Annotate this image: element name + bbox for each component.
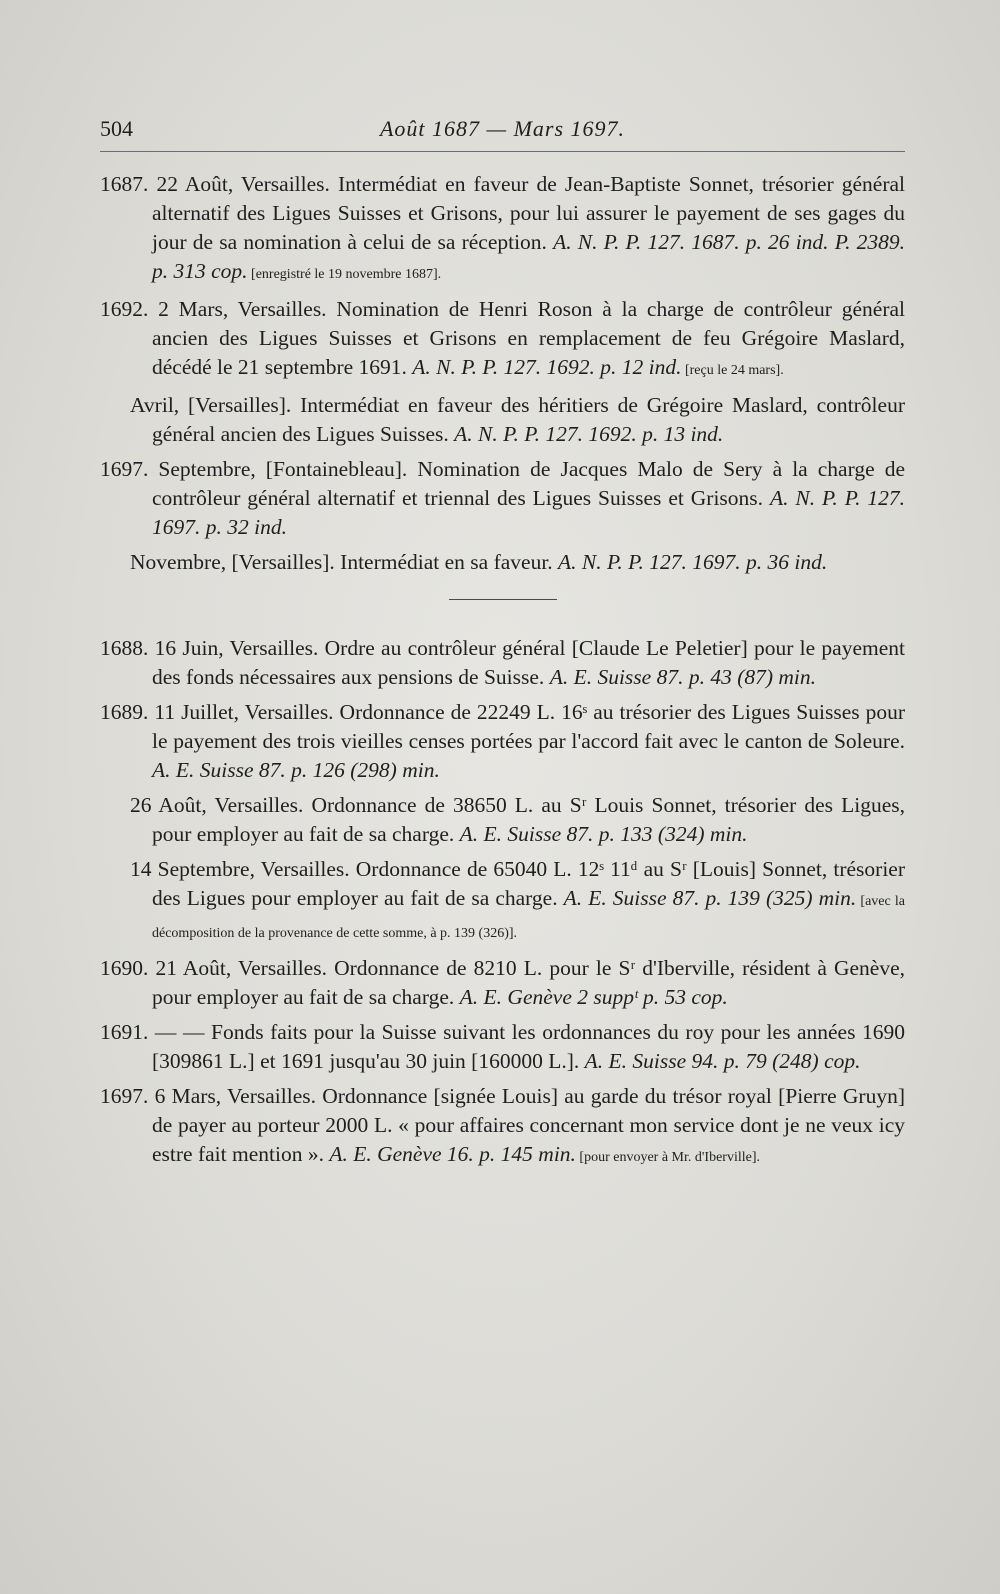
entry-note: [avec la décomposition de la provenance de cette somme, à p. 139 (326)]. bbox=[152, 894, 905, 941]
entry-text: Ordonnance de 22249 L. 16ˢ au trésorier des Ligues Suisses pour le payement des trois vieilles censes portées par l'accord fait avec le canton de Soleure. bbox=[152, 700, 906, 753]
entry-date: 26 Août, Versailles. bbox=[130, 793, 304, 817]
entry-date: 1687. 22 Août, Versailles. bbox=[100, 172, 330, 196]
entry-reference: A. N. P. P. 127. 1687. p. 26 ind. P. 2389. p. 313 cop. bbox=[152, 230, 905, 283]
entry-1689-07-11 bbox=[100, 698, 905, 785]
entry-reference: A. E. Suisse 87. p. 133 (324) min. bbox=[459, 822, 748, 846]
entry-text: Ordonnance de 8210 L. pour le Sʳ d'Iberville, résident à Genève, pour employer au fait de sa charge. bbox=[152, 956, 906, 1009]
entry-date: 14 Septembre, Versailles. bbox=[130, 857, 350, 881]
entry-note: [reçu le 24 mars]. bbox=[681, 363, 784, 378]
entry-text: Nomination de Henri Roson à la charge de contrôleur général ancien des Ligues Suisses et Grisons en remplacement de feu Grégoire Maslard, décédé le 21 septembre 1691. bbox=[152, 297, 905, 379]
entry-reference: A. E. Suisse 94. p. 79 (248) cop. bbox=[584, 1049, 861, 1073]
entry-text: Intermédiat en faveur de Jean-Baptiste Sonnet, trésorier général alternatif des Ligues Suisses et Grisons, pour lui assurer le payement de ses gages du jour de sa nomination à celui de sa réception. bbox=[152, 172, 905, 254]
entry-reference: A. E. Suisse 87. p. 43 (87) min. bbox=[549, 665, 817, 689]
entry-text: Fonds faits pour la Suisse suivant les ordonnances du roy pour les années 1690 [309861 L.] et 1691 jusqu'au 30 juin [160000 L.]. bbox=[152, 1020, 905, 1073]
page-header bbox=[100, 116, 905, 150]
entry-1691 bbox=[100, 1018, 905, 1076]
entry-reference: A. N. P. P. 127. 1692. p. 13 ind. bbox=[454, 422, 724, 446]
entry-reference: A. E. Suisse 87. p. 126 (298) min. bbox=[152, 758, 440, 782]
entry-date: 1689. 11 Juillet, Versailles. bbox=[100, 700, 334, 724]
entry-reference: A. N. P. P. 127. 1697. p. 32 ind. bbox=[152, 486, 906, 539]
entry-1690-08-21 bbox=[100, 954, 905, 1012]
running-title: Août 1687 — Mars 1697. bbox=[379, 116, 626, 141]
entry-date: 1691. — — bbox=[100, 1020, 205, 1044]
entry-1697-03-06 bbox=[100, 1082, 905, 1172]
entry-reference: A. E. Genève 16. p. 145 min. bbox=[329, 1142, 576, 1166]
entry-text: Intermédiat en sa faveur. bbox=[334, 550, 559, 574]
entries bbox=[100, 170, 905, 1178]
entry-1688-06-16 bbox=[100, 634, 905, 692]
entry-1689-08-26 bbox=[100, 791, 905, 849]
entry-1692-03-02 bbox=[100, 295, 905, 385]
page-number: 504 bbox=[100, 116, 133, 141]
entry-date: 1692. 2 Mars, Versailles. bbox=[100, 297, 327, 321]
entry-1697-11 bbox=[100, 548, 905, 577]
entry-text: Ordre au contrôleur général [Claude Le Peletier] pour le payement des fonds nécessaires aux pensions de Suisse. bbox=[152, 636, 905, 689]
entry-note: [pour envoyer à Mr. d'Iberville]. bbox=[575, 1150, 760, 1165]
entry-reference: A. N. P. P. 127. 1697. p. 36 ind. bbox=[558, 550, 828, 574]
entry-note: [enregistré le 19 novembre 1687]. bbox=[247, 267, 442, 282]
entry-text: Nomination de Jacques Malo de Sery à la charge de contrôleur général alternatif et triennal des Ligues Suisses et Grisons. bbox=[152, 457, 905, 510]
entry-text: Ordonnance de 38650 L. au Sʳ Louis Sonnet, trésorier des Ligues, pour employer au fait de sa charge. bbox=[152, 793, 905, 846]
entry-reference: A. N. P. P. 127. 1692. p. 12 ind. bbox=[412, 355, 682, 379]
entry-1687-08-22 bbox=[100, 170, 905, 289]
entry-1692-04 bbox=[100, 391, 905, 449]
entry-text: Ordonnance de 65040 L. 12ˢ 11ᵈ au Sʳ [Louis] Sonnet, trésorier des Ligues pour employer au fait de sa charge. bbox=[152, 857, 906, 910]
entry-text: Ordonnance [signée Louis] au garde du trésor royal [Pierre Gruyn] de payer au porteur 2000 L. « pour affaires concernant mon service dont je ne veux icy estre fait mention ». bbox=[152, 1084, 905, 1166]
entry-date: Novembre, [Versailles]. bbox=[130, 550, 335, 574]
entry-1689-09-14 bbox=[100, 855, 905, 948]
entry-date: 1688. 16 Juin, Versailles. bbox=[100, 636, 319, 660]
entry-date: 1697. Septembre, [Fontainebleau]. bbox=[100, 457, 408, 481]
entry-text: Intermédiat en faveur des héritiers de Grégoire Maslard, contrôleur général ancien des Ligues Suisses. bbox=[152, 393, 905, 446]
entry-date: 1697. 6 Mars, Versailles. bbox=[100, 1084, 316, 1108]
header-rule bbox=[100, 151, 905, 152]
entry-date: Avril, [Versailles]. bbox=[130, 393, 292, 417]
section-divider bbox=[449, 599, 557, 600]
entry-reference: A. E. Suisse 87. p. 139 (325) min. bbox=[563, 886, 857, 910]
entry-date: 1690. 21 Août, Versailles. bbox=[100, 956, 327, 980]
entry-reference: A. E. Genève 2 suppᵗ p. 53 cop. bbox=[459, 985, 728, 1009]
entry-1697-09 bbox=[100, 455, 905, 542]
